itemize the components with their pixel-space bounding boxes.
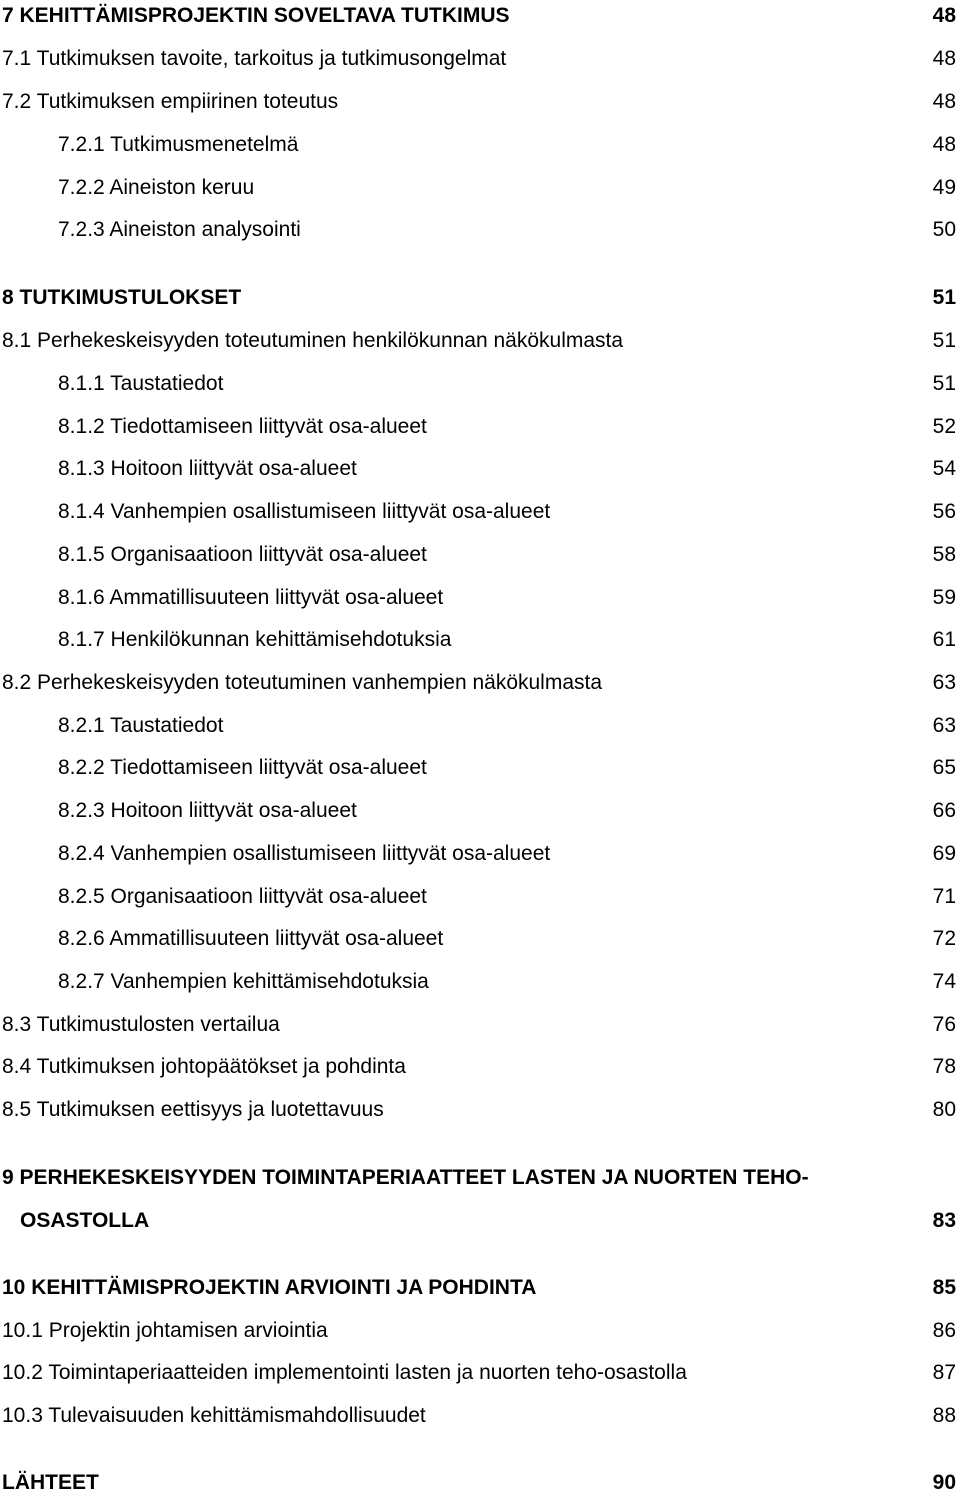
toc-entry [0, 0, 960, 32]
toc-entry [0, 923, 960, 955]
toc-entry [0, 795, 960, 827]
toc-entry-title: 8.1.4 Vanhempien osallistumiseen liittyvät osa-alueet [58, 500, 551, 523]
toc-entry-title: 8.2.4 Vanhempien osallistumiseen liittyvät osa-alueet [58, 842, 551, 865]
toc-entry [0, 86, 960, 118]
toc-entry-title: 8.1.1 Taustatiedot [58, 372, 224, 395]
toc-entry [0, 966, 960, 998]
toc-entry-page: 52 [932, 415, 956, 438]
toc-entry-page: 74 [932, 970, 956, 993]
toc-entry [0, 752, 960, 784]
toc-entry-title: 7.2.2 Aineiston keruu [58, 176, 255, 199]
toc-entry [0, 214, 960, 246]
toc-entry-page: 48 [932, 133, 956, 156]
toc-entry-page: 72 [932, 927, 956, 950]
toc-entry [0, 1162, 960, 1194]
toc-entry-page: 51 [932, 372, 956, 395]
toc-entry-title: 7 KEHITTÄMISPROJEKTIN SOVELTAVA TUTKIMUS [2, 4, 510, 27]
toc-entry-page: 86 [932, 1319, 956, 1342]
toc-entry-title: 8.1.3 Hoitoon liittyvät osa-alueet [58, 457, 357, 480]
toc-entry [0, 282, 960, 314]
toc-entry-page: 49 [932, 176, 956, 199]
toc-entry-page: 87 [932, 1361, 956, 1384]
toc-entry-title: 8.5 Tutkimuksen eettisyys ja luotettavuus [2, 1098, 384, 1121]
toc-entry [0, 1009, 960, 1041]
toc-entry-page: 80 [932, 1098, 956, 1121]
toc-entry [0, 43, 960, 75]
toc-entry-page: 54 [932, 457, 956, 480]
toc-entry-title: 8.3 Tutkimustulosten vertailua [2, 1013, 280, 1036]
toc-entry-title: 8.4 Tutkimuksen johtopäätökset ja pohdinta [2, 1055, 406, 1078]
toc-entry [0, 710, 960, 742]
toc-entry-title: 8.1.6 Ammatillisuuteen liittyvät osa-alueet [58, 586, 444, 609]
toc-entry [0, 667, 960, 699]
toc-entry [0, 1051, 960, 1083]
toc-entry-title: 7.2.1 Tutkimusmenetelmä [58, 133, 299, 156]
toc-entry-page: 48 [932, 4, 956, 27]
toc-entry [0, 838, 960, 870]
toc-entry-title: 8.2.2 Tiedottamiseen liittyvät osa-alueet [58, 756, 427, 779]
toc-entry-title: 10.3 Tulevaisuuden kehittämismahdollisuudet [2, 1404, 426, 1427]
toc-entry-title: 10.1 Projektin johtamisen arviointia [2, 1319, 328, 1342]
toc-entry [0, 1272, 960, 1304]
toc-entry [0, 1357, 960, 1389]
toc-entry [0, 1400, 960, 1432]
toc-entry-title: 10.2 Toimintaperiaatteiden implementointi lasten ja nuorten teho-osastolla [2, 1361, 687, 1384]
toc-entry-page: 48 [932, 47, 956, 70]
toc-entry-title: 8.2.6 Ammatillisuuteen liittyvät osa-alueet [58, 927, 444, 950]
toc-entry [0, 1094, 960, 1126]
toc-entry-page: 56 [932, 500, 956, 523]
toc-entry-title: 8.1.7 Henkilökunnan kehittämisehdotuksia [58, 628, 452, 651]
toc-entry [0, 325, 960, 357]
toc-entry-title: 7.2 Tutkimuksen empiirinen toteutus [2, 90, 339, 113]
toc-entry-page: 76 [932, 1013, 956, 1036]
toc-entry [0, 624, 960, 656]
toc-entry-page: 63 [932, 671, 956, 694]
toc-entry-title: 7.2.3 Aineiston analysointi [58, 218, 301, 241]
toc-entry [0, 453, 960, 485]
toc-entry [0, 539, 960, 571]
toc-entry-page: 51 [932, 329, 956, 352]
toc-entry-page: 59 [932, 586, 956, 609]
toc-entry [0, 582, 960, 614]
toc-entry-title: LÄHTEET [2, 1471, 99, 1494]
toc-entry [0, 411, 960, 443]
toc-entry-page: 61 [932, 628, 956, 651]
toc-entry [0, 1205, 960, 1237]
toc-entry-title: 8 TUTKIMUSTULOKSET [2, 286, 242, 309]
toc-entry [0, 1467, 960, 1499]
toc-entry-page: 85 [932, 1276, 956, 1299]
toc-entry-page: 69 [932, 842, 956, 865]
toc-entry-title: 8.2.3 Hoitoon liittyvät osa-alueet [58, 799, 357, 822]
toc-entry-page: 90 [932, 1471, 956, 1494]
toc-entry-title: 8.1.5 Organisaatioon liittyvät osa-alueet [58, 543, 427, 566]
toc-entry-title: 9 PERHEKESKEISYYDEN TOIMINTAPERIAATTEET LASTEN JA NUORTEN TEHO- [2, 1166, 809, 1189]
toc-entry-title: 8.1.2 Tiedottamiseen liittyvät osa-alueet [58, 415, 427, 438]
toc-entry-page: 50 [932, 218, 956, 241]
toc-entry-title: 8.2 Perhekeskeisyyden toteutuminen vanhempien näkökulmasta [2, 671, 603, 694]
toc-entry [0, 1315, 960, 1347]
toc-entry [0, 368, 960, 400]
toc-entry-page: 78 [932, 1055, 956, 1078]
toc-entry [0, 172, 960, 204]
toc-entry-title: 8.2.1 Taustatiedot [58, 714, 224, 737]
toc-entry-title: 8.1 Perhekeskeisyyden toteutuminen henkilökunnan näkökulmasta [2, 329, 624, 352]
toc-entry [0, 881, 960, 913]
toc-entry-title: 8.2.5 Organisaatioon liittyvät osa-alueet [58, 885, 427, 908]
toc-entry-title: OSASTOLLA [20, 1209, 150, 1232]
toc-entry [0, 129, 960, 161]
toc-entry-page: 51 [932, 286, 956, 309]
toc-entry-page: 83 [932, 1209, 956, 1232]
toc-entry-page: 48 [932, 90, 956, 113]
toc-entry [0, 496, 960, 528]
toc-entry-page: 63 [932, 714, 956, 737]
toc-entry-page: 58 [932, 543, 956, 566]
toc-entry-page: 88 [932, 1404, 956, 1427]
toc-entry-page: 65 [932, 756, 956, 779]
toc-entry-page: 66 [932, 799, 956, 822]
toc-entry-title: 7.1 Tutkimuksen tavoite, tarkoitus ja tutkimusongelmat [2, 47, 507, 70]
toc-entry-title: 10 KEHITTÄMISPROJEKTIN ARVIOINTI JA POHDINTA [2, 1276, 537, 1299]
toc-entry-page: 71 [932, 885, 956, 908]
toc-entry-title: 8.2.7 Vanhempien kehittämisehdotuksia [58, 970, 429, 993]
